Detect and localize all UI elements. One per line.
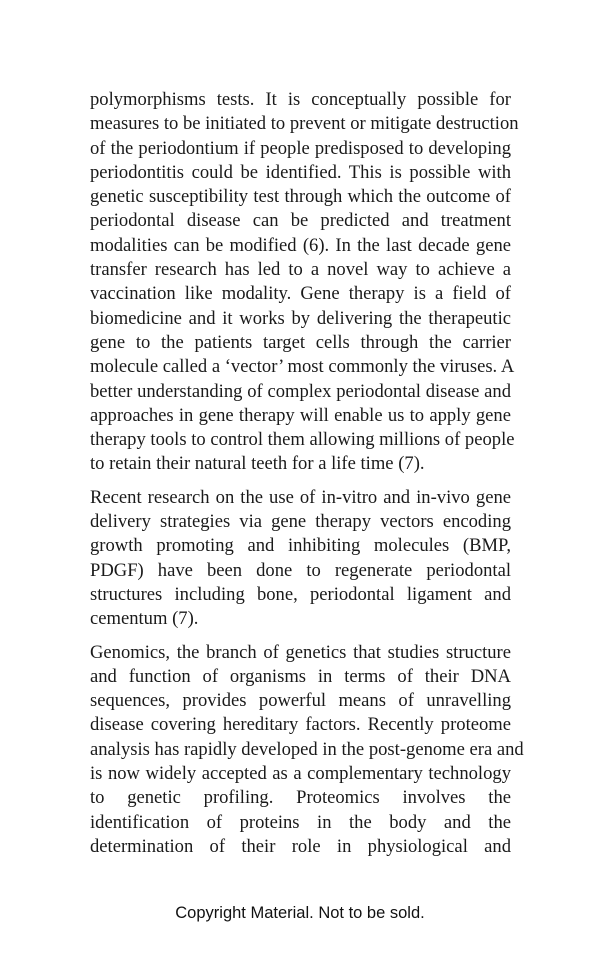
text-line: sequences, provides powerful means of unravelling [90,690,511,712]
text-line: cementum (7). [90,608,199,630]
text-line: gene to the patients target cells through the carrier [90,331,511,353]
text-line: structures including bone, periodontal ligament and [90,583,511,605]
text-line: modalities can be modified (6). In the last decade gene [90,234,511,256]
paragraph-genomics [90,641,524,860]
text-line: approaches in gene therapy will enable us to apply gene [90,404,511,426]
text-line: growth promoting and inhibiting molecules (BMP, [90,535,511,557]
paragraph-delivery-strategies [90,486,511,632]
text-line: biomedicine and it works by delivering the therapeutic [90,307,511,329]
text-line: of the periodontium if people predisposed to developing [90,137,511,159]
text-line: Genomics, the branch of genetics that studies structure [90,641,511,663]
text-line: determination of their role in physiological and [90,835,511,857]
text-line: analysis has rapidly developed in the post-genome era and [90,738,524,760]
text-line: measures to be initiated to prevent or mitigate destruction [90,113,519,135]
text-line: genetic susceptibility test through which the outcome of [90,186,511,208]
text-line: therapy tools to control them allowing millions of people [90,429,515,451]
page-body [90,88,524,868]
text-line: molecule called a ‘vector’ most commonly the viruses. A [90,356,515,378]
text-line: better understanding of complex periodontal disease and [90,380,511,402]
text-line: delivery strategies via gene therapy vectors encoding [90,511,511,533]
text-line: vaccination like modality. Gene therapy is a field of [90,283,511,305]
text-line: periodontal disease can be predicted and treatment [90,210,511,232]
text-line: periodontitis could be identified. This is possible with [90,161,511,183]
text-line: identification of proteins in the body and the [90,811,511,833]
text-line: Recent research on the use of in-vitro and in-vivo gene [90,486,511,508]
text-line: PDGF) have been done to regenerate periodontal [90,559,511,581]
text-line: is now widely accepted as a complementary technology [90,763,511,785]
text-line: and function of organisms in terms of their DNA [90,665,511,687]
copyright-notice: Copyright Material. Not to be sold. [175,904,425,922]
text-line: to retain their natural teeth for a life time (7). [90,453,425,475]
text-line: transfer research has led to a novel way to achieve a [90,259,511,281]
paragraph-gene-therapy [90,88,519,477]
text-line: disease covering hereditary factors. Recently proteome [90,714,511,736]
text-line: polymorphisms tests. It is conceptually possible for [90,89,511,110]
text-line: to genetic profiling. Proteomics involves the [90,787,511,809]
